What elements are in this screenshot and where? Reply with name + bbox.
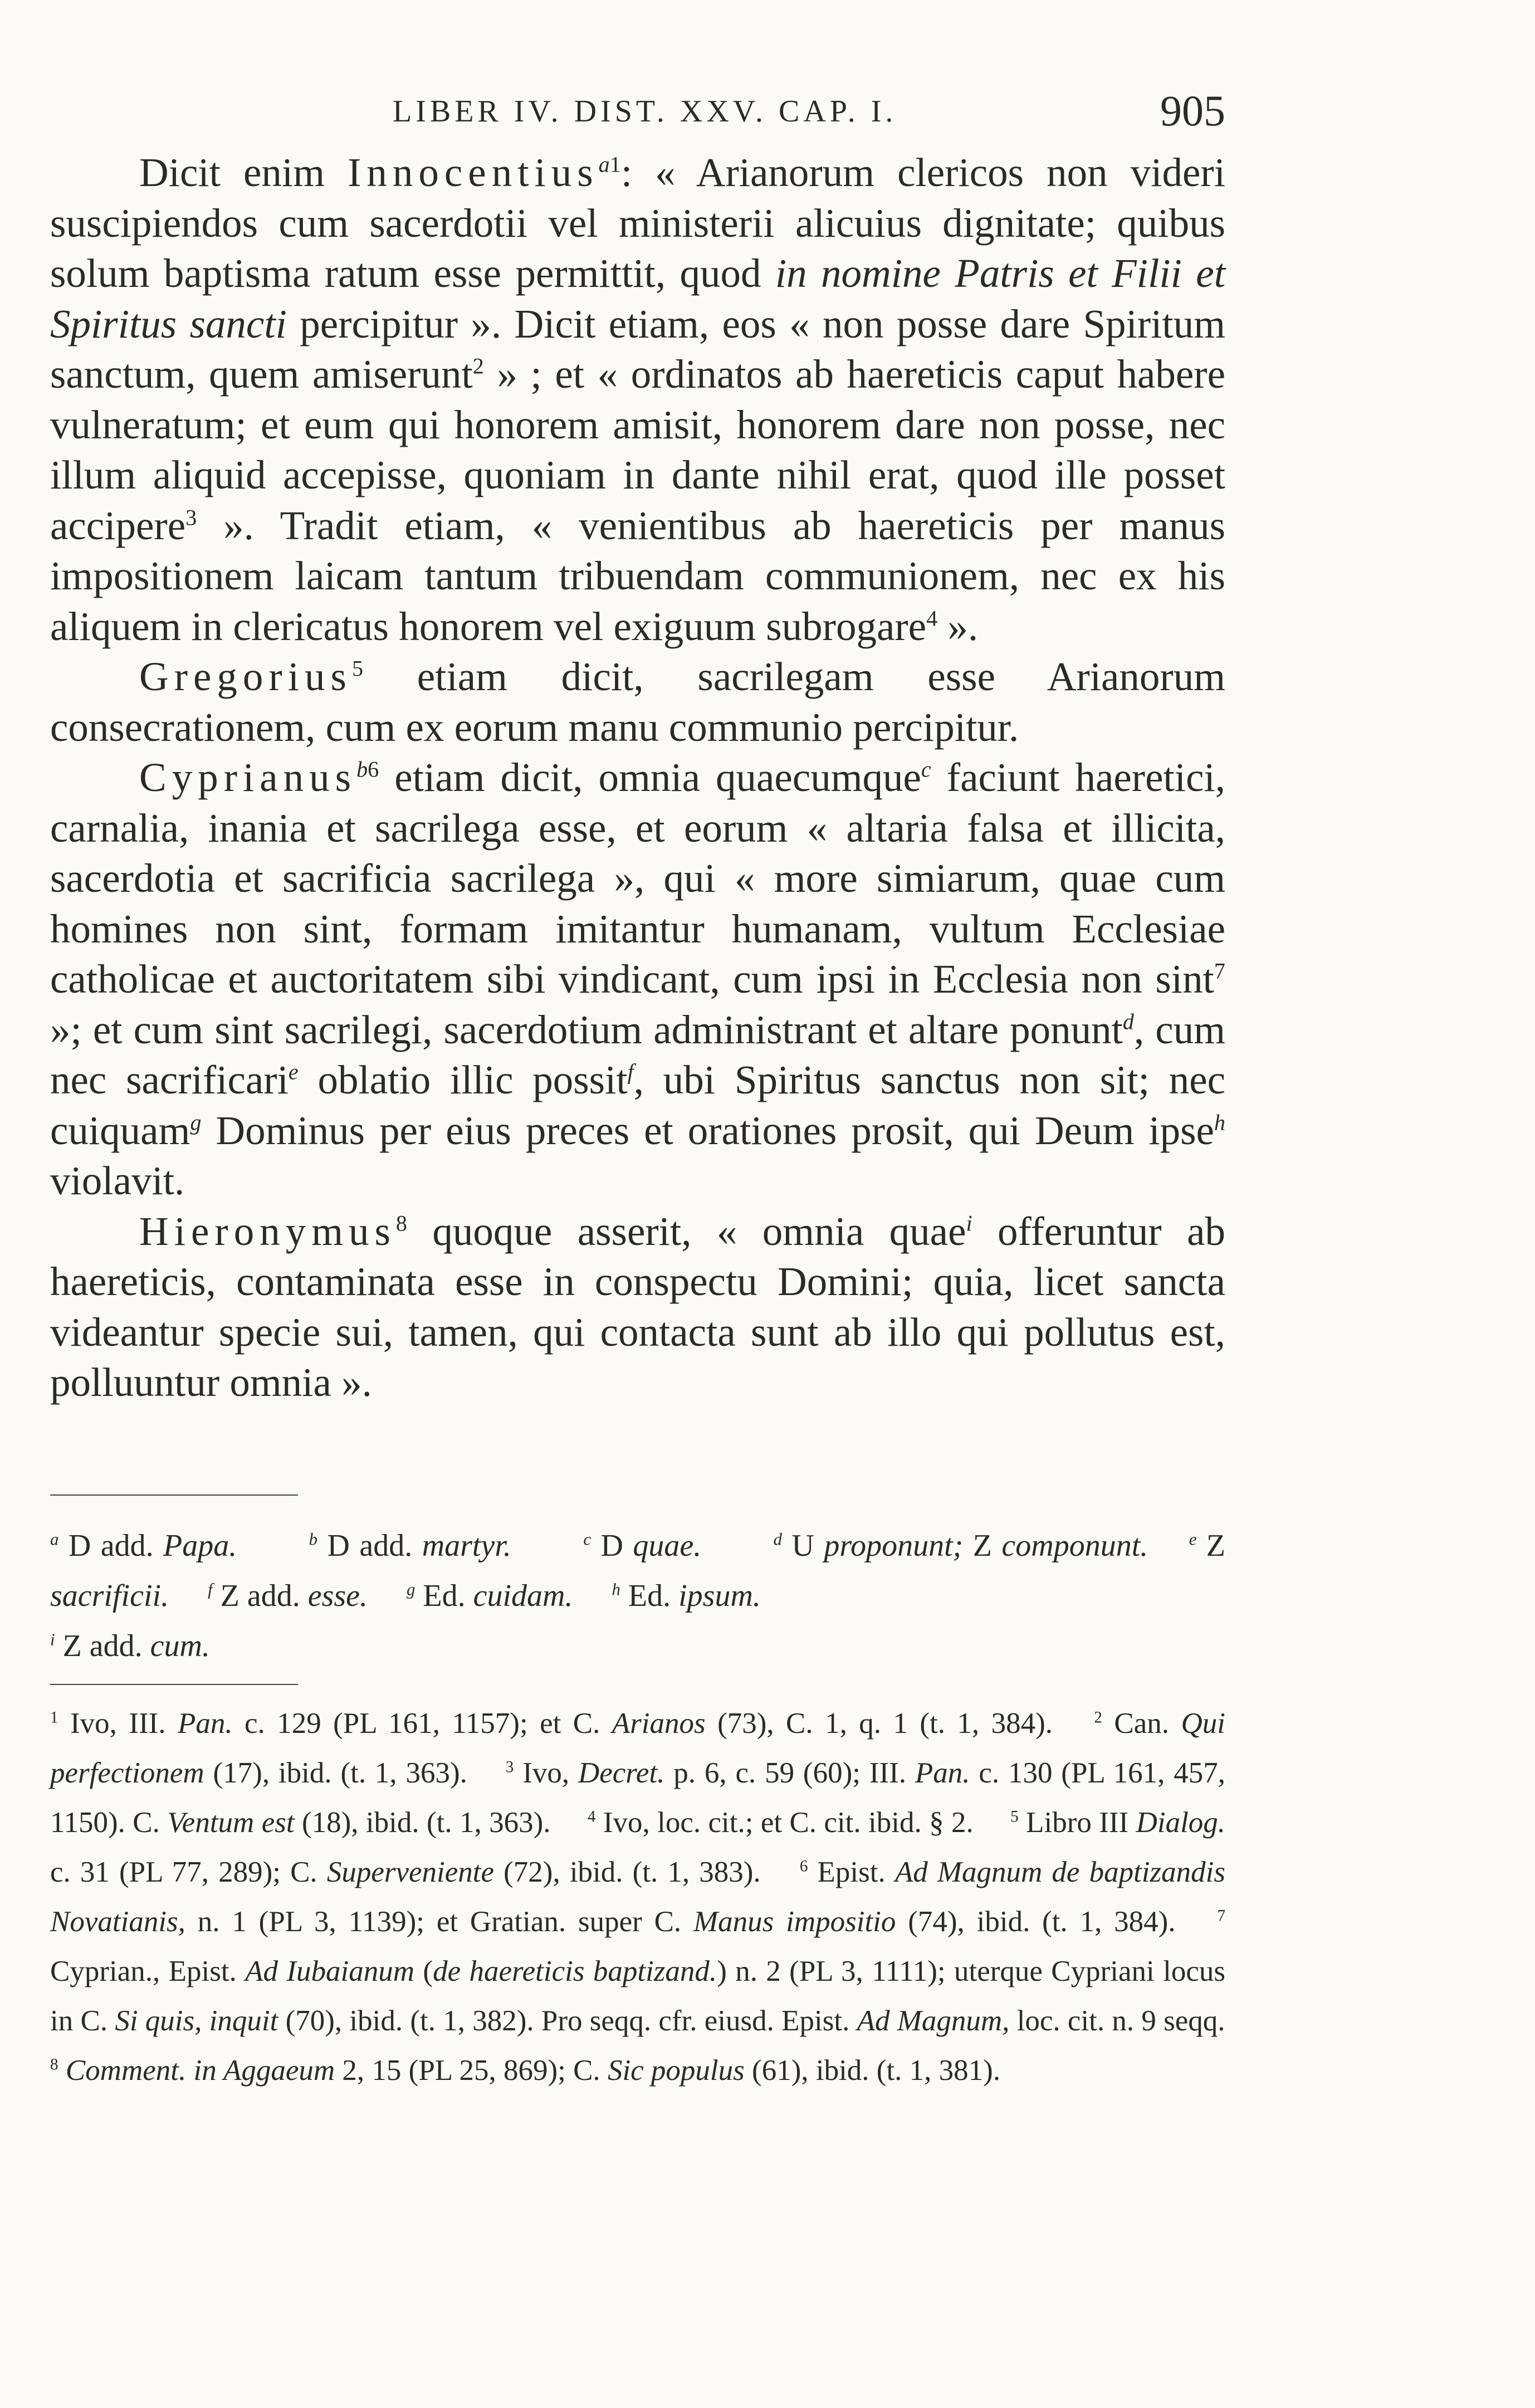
paragraph-gregorius xyxy=(50,652,1225,753)
footnote-italic: Ad Magnum, xyxy=(857,2005,1010,2037)
footnote-italic: Manus impositio xyxy=(693,1906,896,1938)
variant-mark: b xyxy=(309,1530,318,1549)
author-name: Innocentius xyxy=(348,150,599,195)
footnote-mark: 6 xyxy=(368,756,379,782)
footnote-italic: Pan. xyxy=(915,1757,970,1789)
variant-mark: e xyxy=(1189,1530,1197,1549)
variant-mark: b xyxy=(356,756,368,782)
note-italic: quae. xyxy=(633,1528,702,1563)
footnote-italic: Comment. in Aggaeum xyxy=(65,2054,335,2087)
variant-mark: f xyxy=(208,1580,213,1599)
footnote-text: ) n. 2 (PL 3, 1111); uterque Cypriani locus in C. xyxy=(50,1955,1225,2037)
footnote-text: loc. cit. n. 9 seqq. xyxy=(1009,2005,1225,2037)
footnote-text: ( xyxy=(414,1955,433,1987)
author-name: Gregorius xyxy=(139,654,352,699)
note-text: Z xyxy=(1196,1528,1226,1563)
text-run: , ubi Spiritus sanctus non sit; nec cuiquam xyxy=(50,1057,1226,1153)
note-italic: martyr. xyxy=(422,1528,511,1563)
text-run: »; et cum sint sacrilegi, sacerdotium administrant et altare ponunt xyxy=(50,1007,1123,1052)
italic-phrase: in nomine Patris et Filii et Spiritus sancti xyxy=(50,251,1225,346)
footnote-mark: 2 xyxy=(472,353,484,379)
text-run: etiam dicit, sacrilegam esse Arianorum consecrationem, cum ex eorum manu communio percipitur. xyxy=(50,654,1225,750)
footnotes xyxy=(50,1699,1225,2096)
text-run: ». Tradit etiam, « venientibus ab haereticis per manus impositionem laicam tantum tribuendam communionem, nec ex his aliquem in clericatus honorem vel exiguum subrogare xyxy=(50,502,1225,649)
footnote-text: (72), ibid. (t. 1, 383). xyxy=(494,1856,761,1888)
variant-mark: i xyxy=(966,1210,972,1236)
text-run: , cum nec sacrificari xyxy=(50,1007,1225,1102)
footnote-text: Can. xyxy=(1102,1707,1181,1740)
variant-mark: c xyxy=(921,756,931,782)
note-text: D add. xyxy=(58,1528,164,1563)
text-run: ». xyxy=(937,603,979,649)
footnotes-divider xyxy=(50,1684,298,1685)
text-run: faciunt haeretici, carnalia, inania et sacrilega esse, et eorum « altaria falsa et illicita, sacerdotia et sacrificia sacrilega », qui « more simiarum, quae cum homines non sint, formam imitantur humanam, vultum Ecclesiae catholicae et auctoritatem sibi vindicant, cum ipsi in Ecclesia non sint xyxy=(50,755,1225,1002)
page-number: 905 xyxy=(1160,86,1225,135)
variant-mark: f xyxy=(627,1059,634,1085)
footnote-text: Cyprian., Epist. xyxy=(50,1955,246,1987)
text-run: » ; et « ordinatos ab haereticis caput habere vulneratum; et eum qui honorem amisit, honorem dare non posse, nec illum aliquid accepisse, quoniam in dante nihil erat, quod ille posset accipere xyxy=(50,351,1225,548)
variant-mark: i xyxy=(50,1630,55,1649)
running-head: LIBER IV. DIST. XXV. CAP. I. xyxy=(393,94,897,129)
footnote-text: p. 6, c. 59 (60); III. xyxy=(664,1757,915,1789)
footnote-text: (74), ibid. (t. 1, 384). xyxy=(896,1906,1176,1938)
variant-mark: h xyxy=(612,1580,620,1599)
footnote-italic: de haereticis baptizand. xyxy=(433,1955,717,1987)
footnote-italic: Si quis, inquit xyxy=(115,2005,278,2037)
note-italic: cuidam. xyxy=(473,1579,573,1613)
footnote-text: c. 129 (PL 161, 1157); et C. xyxy=(232,1707,612,1740)
footnote-italic: Ventum est xyxy=(167,1806,295,1839)
note-italic: esse. xyxy=(307,1579,368,1613)
footnote-text: c. 31 (PL 77, 289); C. xyxy=(50,1856,327,1888)
variant-mark: g xyxy=(407,1580,415,1599)
text-run: Dicit enim xyxy=(139,150,348,195)
note-text: Ed. xyxy=(415,1579,473,1613)
footnote-mark: 5 xyxy=(1010,1808,1019,1826)
note-italic: cum. xyxy=(150,1629,210,1663)
author-name: Hieronymus xyxy=(139,1208,396,1254)
note-italic: ipsum. xyxy=(678,1579,761,1613)
footnote-italic: Dialog. xyxy=(1136,1806,1226,1839)
text-run: violavit. xyxy=(50,1158,185,1203)
footnote-text: (18), ibid. (t. 1, 363). xyxy=(294,1806,551,1839)
footnote-text: (73), C. 1, q. 1 (t. 1, 384). xyxy=(705,1707,1053,1740)
footnote-text: Ivo, loc. cit.; et C. cit. ibid. § 2. xyxy=(595,1806,974,1839)
footnote-italic: Arianos xyxy=(612,1707,706,1740)
author-name: Cyprianus xyxy=(139,755,357,800)
note-text: Z add. xyxy=(212,1579,308,1613)
footnote-text: (70), ibid. (t. 1, 382). Pro seqq. cfr. eiusd. Epist. xyxy=(278,2005,857,2037)
note-text: Z xyxy=(963,1528,1002,1563)
footnote-text: 2, 15 (PL 25, 869); C. xyxy=(335,2054,608,2087)
footnote-mark: 5 xyxy=(351,656,364,681)
footnote-mark: 7 xyxy=(1214,958,1225,984)
variant-mark: c xyxy=(583,1530,591,1549)
footnote-mark: 1 xyxy=(50,1708,58,1727)
footnote-mark: 3 xyxy=(505,1758,514,1776)
note-text: Ed. xyxy=(620,1579,679,1613)
footnote-italic: Superveniente xyxy=(326,1856,495,1888)
note-italic: Papa. xyxy=(163,1528,237,1563)
paragraph-hieronymus xyxy=(50,1207,1225,1408)
footnote-italic: Pan. xyxy=(177,1707,233,1740)
main-text xyxy=(50,148,1225,1408)
footnote-mark: 4 xyxy=(587,1808,596,1826)
footnote-text: c. 130 (PL 161, 457, 1150). C. xyxy=(50,1757,1226,1839)
footnote-italic: Ad Magnum de baptizandis Novatianis, xyxy=(50,1856,1226,1938)
page-header xyxy=(50,84,1225,145)
footnote-mark: 2 xyxy=(1094,1708,1102,1727)
note-italic: sacrificii. xyxy=(50,1579,169,1613)
text-run: percipitur ». Dicit etiam, eos « non posse dare Spiritum sanctum, quem amiserunt xyxy=(50,301,1225,397)
footnote-text: (61), ibid. (t. 1, 381). xyxy=(744,2054,1001,2087)
text-run: quoque asserit, « omnia quae xyxy=(407,1208,966,1254)
footnote-mark: 4 xyxy=(926,605,938,631)
variant-mark: g xyxy=(190,1110,202,1135)
variant-mark: e xyxy=(288,1059,299,1085)
variant-mark: a xyxy=(50,1530,59,1549)
footnote-mark: 6 xyxy=(799,1857,808,1875)
text-run: etiam dicit, omnia quaecumque xyxy=(379,755,921,800)
text-run: Dominus per eius preces et orationes prosit, qui Deum ipse xyxy=(201,1107,1214,1153)
variant-mark: h xyxy=(1214,1110,1225,1135)
note-text: U xyxy=(782,1528,824,1563)
text-run: oblatio illic possit xyxy=(298,1057,628,1102)
footnote-italic: Ad Iubaianum xyxy=(245,1955,415,1987)
footnote-mark: 7 xyxy=(1217,1907,1226,1925)
note-text: Z add. xyxy=(55,1629,150,1663)
footnote-mark: 1 xyxy=(609,152,621,177)
text-run: : « Arianorum clericos non videri suscipiendos cum sacerdotii vel ministerii alicuius dignitate; quibus solum baptisma ratum esse permittit, quod xyxy=(50,150,1225,296)
footnote-text: (17), ibid. (t. 1, 363). xyxy=(204,1757,467,1789)
note-text: D add. xyxy=(317,1528,422,1563)
footnote-text: Libro III xyxy=(1018,1806,1136,1839)
variant-mark: d xyxy=(773,1530,783,1549)
note-italic: proponunt; xyxy=(824,1528,964,1563)
footnote-text xyxy=(58,2054,66,2087)
footnote-text: n. 1 (PL 3, 1139); et Gratian. super C. xyxy=(185,1906,693,1938)
variant-mark: d xyxy=(1122,1009,1134,1034)
footnote-text: Ivo, III. xyxy=(58,1707,178,1740)
footnote-italic: Decret. xyxy=(578,1757,665,1789)
text-run: offeruntur ab haereticis, contaminata esse in conspectu Domini; quia, licet sancta videantur specie sui, tamen, qui contacta sunt ab illo qui pollutus est, polluuntur omnia ». xyxy=(50,1208,1225,1405)
paragraph-cyprianus xyxy=(50,753,1225,1207)
note-text: D xyxy=(591,1528,633,1563)
footnote-mark: 8 xyxy=(395,1210,407,1236)
footnote-italic: Qui perfectionem xyxy=(50,1707,1225,1789)
footnote-text: Ivo, xyxy=(514,1757,578,1789)
note-italic: componunt. xyxy=(1001,1528,1148,1563)
footnote-mark: 8 xyxy=(50,2055,58,2074)
variant-mark: a xyxy=(598,152,610,177)
paragraph-innocentius xyxy=(50,148,1225,652)
footnote-mark: 3 xyxy=(185,505,197,530)
footnote-text: Epist. xyxy=(808,1856,895,1888)
variant-notes xyxy=(50,1521,1225,1671)
variant-notes-divider xyxy=(50,1494,298,1496)
footnote-italic: Sic populus xyxy=(607,2054,745,2087)
